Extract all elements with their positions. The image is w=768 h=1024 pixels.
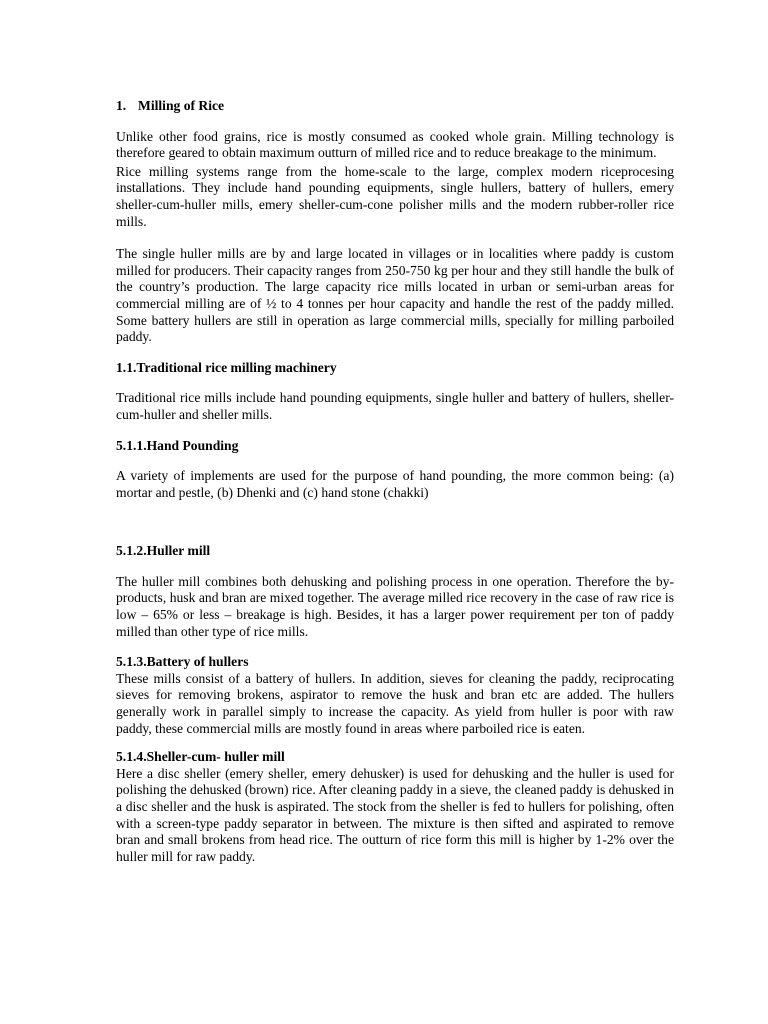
heading-1-1: 1.1.Traditional rice milling machinery xyxy=(116,359,337,375)
heading-5-1-4: 5.1.4.Sheller-cum- huller mill xyxy=(116,749,285,765)
document-page xyxy=(116,98,674,865)
intro-paragraph-2: Rice milling systems range from the home-scale to the large, complex modern riceprocesing installations. They include hand pounding equipments, single hullers, battery of hullers, emery sheller-cum-huller mills, emery sheller-cum-cone polisher mills and the modern rubber-roller rice mills. xyxy=(116,163,674,229)
paragraph-5-1-2: The huller mill combines both dehusking and polishing process in one operation. Therefore the by-products, husk and bran are mixed together. The average milled rice recovery in the case of raw rice is low – 65% or less – breakage is high. Besides, it has a larger power requirement per ton of paddy milled than other type of rice mills. xyxy=(116,573,674,639)
heading-5-1-3: 5.1.3.Battery of hullers xyxy=(116,654,249,670)
section-number: 1. xyxy=(116,98,127,113)
paragraph-5-1-4: Here a disc sheller (emery sheller, emery dehusker) is used for dehusking and the huller is used for polishing the dehusked (brown) rice. After cleaning paddy in a sieve, the cleaned paddy is dehusked in a disc sheller and the husk is aspirated. The stock from the sheller is fed to hullers for polishing, often with a screen-type paddy separator in between. The mixture is then sifted and aspirated to remove bran and small brokens from head rice. The outturn of rice form this mill is higher by 1-2% over the huller mill for raw paddy. xyxy=(116,765,674,864)
paragraph-1-1: Traditional rice mills include hand pounding equipments, single huller and battery of hullers, sheller-cum-huller and sheller mills. xyxy=(116,390,674,422)
heading-5-1-2: 5.1.2.Huller mill xyxy=(116,543,211,559)
paragraph-5-1-1: A variety of implements are used for the purpose of hand pounding, the more common being: (a) mortar and pestle, (b) Dhenki and (c) hand stone (chakki) xyxy=(116,468,674,500)
section-title-text: Milling of Rice xyxy=(138,98,225,113)
intro-paragraph-1: Unlike other food grains, rice is mostly consumed as cooked whole grain. Milling technology is therefore geared to obtain maximum outturn of milled rice and to reduce breakage to the minimum. xyxy=(116,128,674,161)
heading-5-1-1: 5.1.1.Hand Pounding xyxy=(116,437,239,453)
paragraph-5-1-3: These mills consist of a battery of hullers. In addition, sieves for cleaning the paddy, reciprocating sieves for removing brokens, aspirator to remove the husk and bran etc are added. The hullers generally work in parallel simply to increase the capacity. As yield from huller is poor with raw paddy, these commercial mills are mostly found in areas where parboiled rice is eaten. xyxy=(116,670,674,736)
intro-paragraph-3: The single huller mills are by and large located in villages or in localities where paddy is custom milled for producers. Their capacity ranges from 250-750 kg per hour and they still handle the bulk of the country’s production. The large capacity rice mills located in urban or semi-urban areas for commercial milling are of ½ to 4 tonnes per hour capacity and handle the rest of the paddy milled. Some battery hullers are still in operation as large commercial mills, specially for milling parboiled paddy. xyxy=(116,246,674,345)
section-title xyxy=(116,98,674,115)
